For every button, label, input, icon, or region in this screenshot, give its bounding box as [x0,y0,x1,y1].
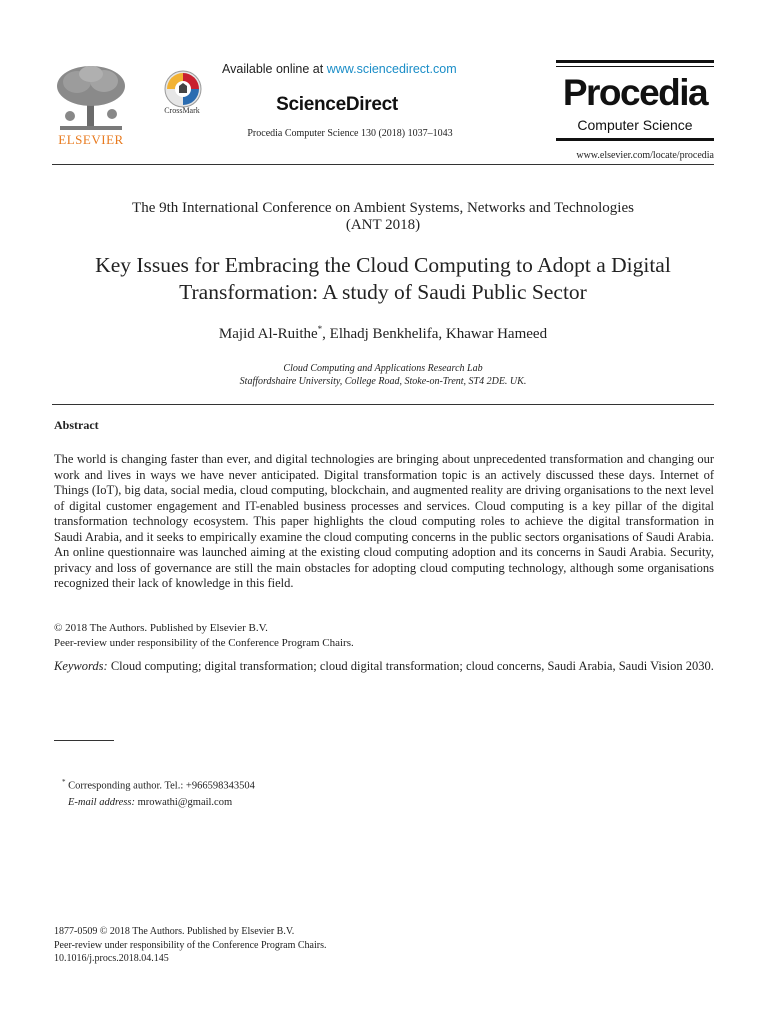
footnote-mark: * [62,778,66,786]
corresponding-author-line [62,774,462,795]
author-1: Majid Al-Ruithe [218,326,318,342]
footnote [62,774,462,811]
abstract-heading: Abstract [54,418,99,432]
conference-line-1: The 9th International Conference on Ambient Systems, Networks and Technologies [132,200,634,216]
copyright-notice [54,621,714,651]
conference-name [52,200,714,234]
affiliation-line-1: Cloud Computing and Applications Research Lab [283,363,483,374]
keywords [54,658,714,674]
available-prefix: Available online at [222,62,324,76]
issn-line: 1877-0509 © 2018 The Authors. Published by Elsevier B.V. [54,926,295,937]
email-address[interactable]: mrowathi@gmail.com [137,796,233,808]
author-list [52,324,714,343]
keywords-label: Keywords: [54,659,108,673]
corresponding-author: Corresponding author. Tel.: +966598343504 [68,780,255,792]
authors-rest: , Elhadj Benkhelifa, Khawar Hameed [322,326,548,342]
footnote-divider [54,740,114,741]
sciencedirect-link[interactable]: www.sciencedirect.com [326,62,457,76]
copyright-line-1: © 2018 The Authors. Published by Elsevier B.V. [54,622,268,634]
sciencedirect-wordmark: ScienceDirect [276,94,398,115]
email-label: E-mail address: [68,796,135,808]
peer-review-line: Peer-review under responsibility of the Conference Program Chairs. [54,939,327,951]
publication-info [54,925,554,966]
conference-line-2: (ANT 2018) [345,217,421,233]
available-online-line [222,62,466,76]
affiliation [52,362,714,388]
crossmark-label: CrossMark [164,106,200,115]
affiliation-line-2: Staffordshaire University, College Road, Stoke-on-Trent, ST4 2DE. UK. [239,376,527,387]
procedia-url[interactable]: www.elsevier.com/locate/procedia [576,150,714,161]
doi-line[interactable]: 10.1016/j.procs.2018.04.145 [54,953,169,964]
title-line-2: Transformation: A study of Saudi Public Sector [179,280,587,304]
journal-reference: Procedia Computer Science 130 (2018) 1037–1043 [247,128,453,139]
procedia-wordmark: Procedia [562,72,708,113]
elsevier-wordmark: ELSEVIER [58,132,124,147]
paper-title [52,252,714,306]
title-line-1: Key Issues for Embracing the Cloud Computing to Adopt a Digital [95,253,671,277]
procedia-subtitle: Computer Science [577,117,693,133]
copyright-line-2: Peer-review under responsibility of the Conference Program Chairs. [54,637,354,649]
header-divider [52,164,714,165]
email-line [62,795,462,811]
abstract-divider [52,404,714,405]
abstract-body: The world is changing faster than ever, and digital technologies are bringing about unprecedented transformation and changing our work and lives in ways we have never anticipated. Digital transformation topic is an actively discussed these days. Internet of Things (IoT), big data, social media, cloud computing, blockchain, and augmented reality are driving organisations to the next level of digital customer engagement and IT-enabled business processes and services. Cloud computing is a key pillar of the digital transformation technology ecosystem. This paper highlights the cloud computing roles to achieve the digital transformation in Saudi Arabia, and it seeks to empirically examine the cloud computing concerns in the public sectors organisations of Saudi Arabia. An online questionnaire was launched aiming at the existing cloud computing adoption and its concerns in Saudi Arabia. Security, privacy and loss of governance are still the main obstacles for adopting cloud computing technology, although some organisations recognized their lack of knowledge in this field. [54,452,714,590]
corresponding-mark: * [317,324,323,334]
keywords-text: Cloud computing; digital transformation; cloud digital transformation; cloud concerns, Saudi Arabia, Saudi Vision 2030. [110,659,714,673]
